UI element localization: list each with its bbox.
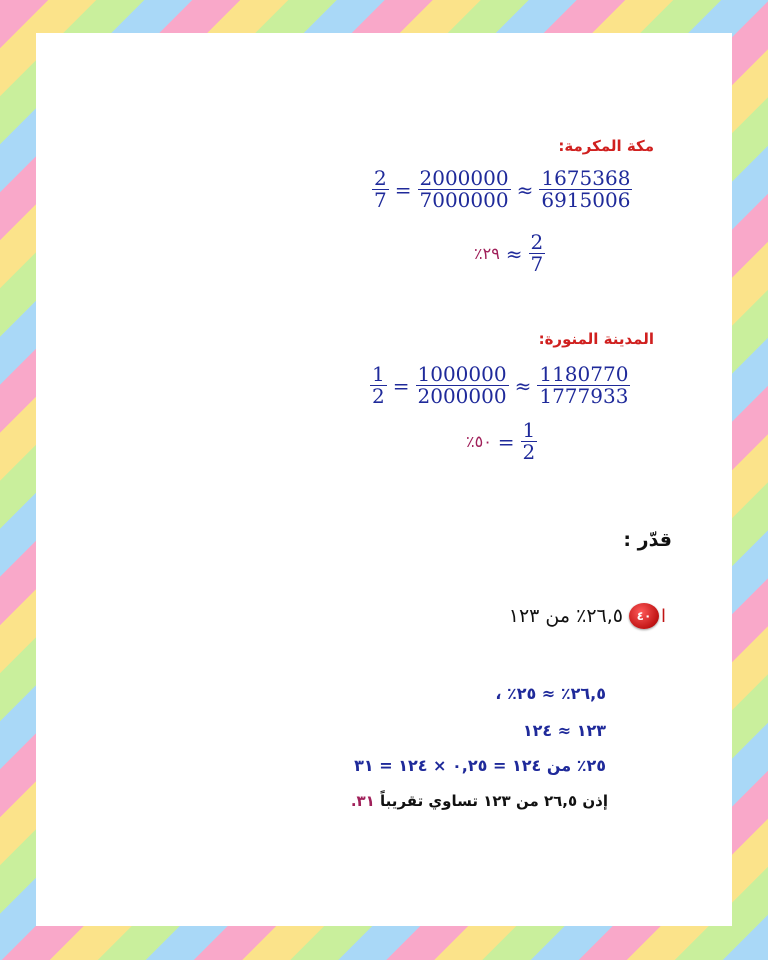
solution-line-3: ٢٥٪ من ١٢٤ = ٠,٢٥ × ١٢٤ = ٣١ bbox=[354, 756, 606, 775]
makkah-equation bbox=[372, 168, 632, 211]
conclusion-answer: ٣١. bbox=[350, 792, 375, 810]
problem-number-badge: ٤٠ bbox=[629, 603, 659, 629]
makkah-frac-simplified: $\frac{2}{7}$ bbox=[374, 166, 387, 212]
solution-line-1: ٢٦,٥٪ ≈ ٢٥٪ ، bbox=[495, 684, 606, 703]
madinah-frac-original: $\frac{1180770}{1777933}$ bbox=[539, 362, 629, 408]
makkah-frac-rounded: $\frac{2000000}{7000000}$ bbox=[419, 166, 509, 212]
problem-40 bbox=[509, 603, 666, 629]
makkah-percent-frac: $\frac{2}{7}$ bbox=[530, 230, 544, 276]
badge-tail-icon: ا bbox=[660, 605, 666, 627]
equals-sign: = bbox=[497, 429, 515, 454]
solution-conclusion bbox=[351, 792, 608, 810]
madinah-heading: المدينة المنورة: bbox=[538, 330, 654, 348]
solution-line-2: ١٢٣ ≈ ١٢٤ bbox=[522, 721, 606, 740]
madinah-frac-rounded: $\frac{1000000}{2000000}$ bbox=[417, 362, 507, 408]
makkah-frac-original: $\frac{1675368}{6915006}$ bbox=[541, 166, 631, 212]
approx-sign: ≈ bbox=[514, 373, 532, 398]
estimate-title: قدّر : bbox=[623, 529, 672, 551]
madinah-percent-frac: $\frac{1}{2}$ bbox=[522, 418, 536, 464]
equals-sign: = bbox=[394, 177, 412, 202]
equals-sign: = bbox=[392, 373, 410, 398]
makkah-heading: مكة المكرمة: bbox=[558, 137, 654, 155]
madinah-frac-simplified: $\frac{1}{2}$ bbox=[372, 362, 385, 408]
worksheet-page bbox=[36, 33, 732, 926]
makkah-percent-line bbox=[474, 232, 545, 275]
conclusion-text: إذن ٢٦,٥ من ١٢٣ تساوي تقريباً bbox=[374, 792, 608, 810]
problem-text: ٢٦,٥٪ من ١٢٣ bbox=[508, 605, 623, 627]
makkah-percent-value: ٢٩٪ bbox=[474, 244, 500, 263]
approx-sign: ≈ bbox=[516, 177, 534, 202]
madinah-percent-value: ٥٠٪ bbox=[466, 432, 492, 451]
approx-sign: ≈ bbox=[505, 241, 523, 266]
madinah-percent-line bbox=[466, 420, 537, 463]
madinah-equation bbox=[370, 364, 630, 407]
